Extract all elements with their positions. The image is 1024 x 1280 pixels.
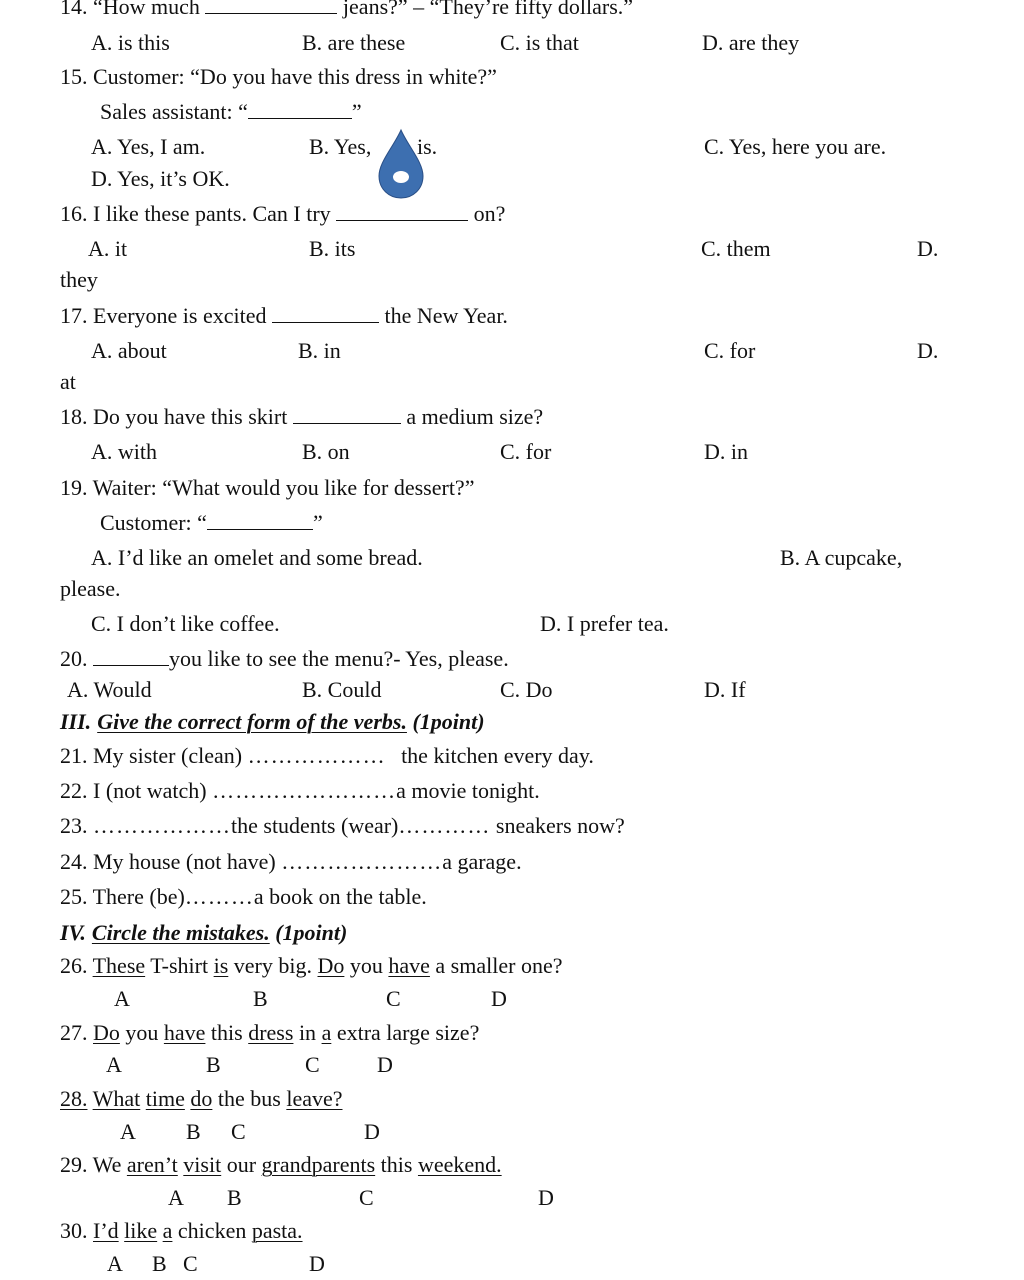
q29-text-2: this <box>380 1152 413 1177</box>
q14-text-2: jeans?” – “They’re fifty dollars.” <box>342 0 634 19</box>
q26-text-3: you <box>349 953 383 978</box>
q29-text-0: We <box>92 1152 122 1177</box>
q14-option-d[interactable]: D. are they <box>702 30 800 55</box>
q28-word-b[interactable]: time <box>145 1086 185 1111</box>
q23-answer-dots-2[interactable]: ………… <box>398 813 491 838</box>
q16-text-2: on? <box>473 201 506 226</box>
q14-stem <box>60 0 633 20</box>
q30-letter-d: D <box>309 1251 325 1276</box>
q26-number: 26. <box>60 953 88 978</box>
q25-answer-dots[interactable]: ……… <box>184 884 254 909</box>
q26-word-b[interactable]: is <box>213 953 229 978</box>
q17-text-2: the New Year. <box>384 303 508 328</box>
q15-option-b-part1[interactable]: B. Yes, <box>309 134 372 159</box>
q18-blank[interactable] <box>293 407 401 424</box>
q17-text-1: 17. Everyone is excited <box>60 303 267 328</box>
q15-blank[interactable] <box>248 102 352 119</box>
q27-word-d[interactable]: a <box>321 1020 332 1045</box>
q24-text-1: 24. My house (not have) <box>60 849 276 874</box>
q29-word-c[interactable]: grandparents <box>261 1152 376 1177</box>
q22-answer-dots[interactable]: …………………… <box>212 778 397 803</box>
q27-text-4: extra large size? <box>336 1020 480 1045</box>
q28-letter-d: D <box>364 1119 380 1144</box>
q15-question: 15. Customer: “Do you have this dress in white?” <box>60 64 497 89</box>
q23-text-2: sneakers now? <box>495 813 625 838</box>
section-3-title: Give the correct form of the verbs. <box>97 709 407 734</box>
q15-sa-open: Sales assistant: “ <box>100 99 248 124</box>
q14-option-c[interactable]: C. is that <box>500 30 579 55</box>
q29-letter-c: C <box>359 1185 374 1210</box>
section-4-heading <box>60 920 347 946</box>
q26-word-a[interactable]: These <box>92 953 146 978</box>
q29-letter-d: D <box>538 1185 554 1210</box>
q20-option-d[interactable]: D. If <box>704 677 746 702</box>
water-drop-icon[interactable] <box>376 128 426 200</box>
q20-blank[interactable] <box>93 649 169 666</box>
q27-text-1: you <box>125 1020 159 1045</box>
q16-option-a[interactable]: A. it <box>88 236 128 261</box>
q19-option-b-part1[interactable]: B. A cupcake, <box>780 545 903 570</box>
q26-word-d[interactable]: have <box>388 953 430 978</box>
q14-text-1: “How much <box>93 0 200 19</box>
q28-word-a[interactable]: What <box>92 1086 141 1111</box>
q26-sentence <box>60 953 562 979</box>
q26-letter-c: C <box>386 986 401 1011</box>
section-3-roman: III. <box>60 709 92 734</box>
q22 <box>60 778 540 804</box>
q20-number: 20. <box>60 646 88 671</box>
q14-option-b[interactable]: B. are these <box>302 30 406 55</box>
q27-letter-b: B <box>206 1052 221 1077</box>
q19-customer-close: ” <box>312 510 323 535</box>
q18-text-2: a medium size? <box>406 404 544 429</box>
q28-word-c[interactable]: do <box>190 1086 213 1111</box>
q15-option-a[interactable]: A. Yes, I am. <box>91 134 206 159</box>
q19-customer <box>100 510 323 536</box>
q17-stem <box>60 303 508 329</box>
q29-word-d[interactable]: weekend. <box>417 1152 502 1177</box>
q25-text-1: 25. There (be) <box>60 884 185 909</box>
q30-text-1: chicken <box>177 1218 247 1243</box>
q23-number: 23. <box>60 813 88 838</box>
q27-number: 27. <box>60 1020 88 1045</box>
q21-text-1: 21. My sister (clean) <box>60 743 243 768</box>
q15-option-d[interactable]: D. Yes, it’s OK. <box>91 166 230 191</box>
q28-word-d[interactable]: leave? <box>286 1086 343 1111</box>
q17-option-d-letter[interactable]: D. <box>917 338 939 363</box>
q18-option-d[interactable]: D. in <box>704 439 748 464</box>
q26-letter-d: D <box>491 986 507 1011</box>
q26-text-1: T-shirt <box>150 953 209 978</box>
q30-letter-a: A <box>107 1251 123 1276</box>
section-4-roman: IV. <box>60 920 86 945</box>
q18-text-1: 18. Do you have this skirt <box>60 404 288 429</box>
q20-option-a[interactable]: A. Would <box>67 677 152 702</box>
q18-option-b[interactable]: B. on <box>302 439 350 464</box>
q20-text: you like to see the menu?- Yes, please. <box>169 646 509 671</box>
q20-option-c[interactable]: C. Do <box>500 677 553 702</box>
section-3-heading <box>60 709 485 735</box>
q19-blank[interactable] <box>207 513 313 530</box>
q19-option-d[interactable]: D. I prefer tea. <box>540 611 669 636</box>
q20-option-b[interactable]: B. Could <box>302 677 382 702</box>
q15-sa-close: ” <box>351 99 362 124</box>
q26-letter-a: A <box>114 986 130 1011</box>
q29-word-a[interactable]: aren’t <box>126 1152 178 1177</box>
q20-stem <box>60 646 509 672</box>
q23-answer-dots-1[interactable]: ……………… <box>93 813 231 838</box>
q30-word-d[interactable]: pasta. <box>251 1218 303 1243</box>
q28-text-1: the bus <box>217 1086 281 1111</box>
q15-option-b-part2[interactable]: is. <box>417 134 438 159</box>
q26-text-4: a smaller one? <box>435 953 563 978</box>
q18-option-c[interactable]: C. for <box>500 439 552 464</box>
q16-option-d-text[interactable]: they <box>60 267 98 292</box>
q28-letter-c: C <box>231 1119 246 1144</box>
q30-letter-b: B <box>152 1251 167 1276</box>
q15-sales-assistant <box>100 99 362 125</box>
q17-option-b[interactable]: B. in <box>298 338 341 363</box>
q27-text-2: this <box>210 1020 243 1045</box>
q30-letter-c: C <box>183 1251 198 1276</box>
q21 <box>60 743 594 769</box>
q30-word-a[interactable]: I’d <box>93 1218 119 1243</box>
q14-blank[interactable] <box>205 0 337 14</box>
q27-word-c[interactable]: dress <box>248 1020 294 1045</box>
section-3-points: (1point) <box>412 709 485 734</box>
q16-option-d-letter[interactable]: D. <box>917 236 939 261</box>
q22-text-1: 22. I (not watch) <box>60 778 207 803</box>
q30-number: 30. <box>60 1218 88 1243</box>
q27-word-a[interactable]: Do <box>93 1020 120 1045</box>
q27-letter-d: D <box>377 1052 393 1077</box>
q17-option-c[interactable]: C. for <box>704 338 756 363</box>
q14-number: 14. <box>60 0 88 19</box>
q21-answer-dots[interactable]: ……………… <box>247 743 386 768</box>
q16-text-1: 16. I like these pants. Can I try <box>60 201 331 226</box>
q28-sentence <box>60 1086 343 1112</box>
q27-letter-c: C <box>305 1052 320 1077</box>
q29-number: 29. <box>60 1152 88 1177</box>
q23 <box>60 813 625 839</box>
q26-letter-b: B <box>253 986 268 1011</box>
q27-letter-a: A <box>106 1052 122 1077</box>
q18-stem <box>60 404 543 430</box>
q24-answer-dots[interactable]: ………………… <box>281 849 443 874</box>
q24-text-2: a garage. <box>442 849 522 874</box>
q21-text-2: the kitchen every day. <box>401 743 594 768</box>
q27-text-3: in <box>298 1020 317 1045</box>
q25-text-2: a book on the table. <box>253 884 427 909</box>
q17-option-a[interactable]: A. about <box>91 338 167 363</box>
q22-text-2: a movie tonight. <box>396 778 540 803</box>
q28-letter-b: B <box>186 1119 201 1144</box>
q25 <box>60 884 427 910</box>
q29-word-b[interactable]: visit <box>183 1152 222 1177</box>
q30-sentence <box>60 1218 303 1244</box>
q14-option-a[interactable]: A. is this <box>91 30 170 55</box>
q16-stem <box>60 201 505 227</box>
q19-option-c[interactable]: C. I don’t like coffee. <box>91 611 280 636</box>
q28-letter-a: A <box>120 1119 136 1144</box>
q30-word-c[interactable]: a <box>162 1218 173 1243</box>
q26-word-c[interactable]: Do <box>317 953 345 978</box>
q26-text-2: very big. <box>233 953 312 978</box>
q28-number: 28. <box>60 1086 88 1111</box>
q16-blank[interactable] <box>336 204 468 221</box>
q17-blank[interactable] <box>272 306 379 323</box>
q16-option-c[interactable]: C. them <box>701 236 771 261</box>
q19-option-a[interactable]: A. I’d like an omelet and some bread. <box>91 545 423 570</box>
q19-customer-open: Customer: “ <box>100 510 207 535</box>
q29-text-1: our <box>226 1152 257 1177</box>
q19-question: 19. Waiter: “What would you like for dessert?” <box>60 475 475 500</box>
q30-word-b[interactable]: like <box>124 1218 158 1243</box>
q29-letter-a: A <box>168 1185 184 1210</box>
q15-option-c[interactable]: C. Yes, here you are. <box>704 134 887 159</box>
q16-option-b[interactable]: B. its <box>309 236 356 261</box>
q23-text: the students (wear) <box>231 813 399 838</box>
q17-option-d-text[interactable]: at <box>60 369 76 394</box>
section-4-title: Circle the mistakes. <box>91 920 270 945</box>
q24 <box>60 849 522 875</box>
q29-letter-b: B <box>227 1185 242 1210</box>
q27-word-b[interactable]: have <box>163 1020 206 1045</box>
section-4-points: (1point) <box>275 920 348 945</box>
q29-sentence <box>60 1152 502 1178</box>
q18-option-a[interactable]: A. with <box>91 439 157 464</box>
q19-option-b-part2[interactable]: please. <box>60 576 121 601</box>
q27-sentence <box>60 1020 479 1046</box>
